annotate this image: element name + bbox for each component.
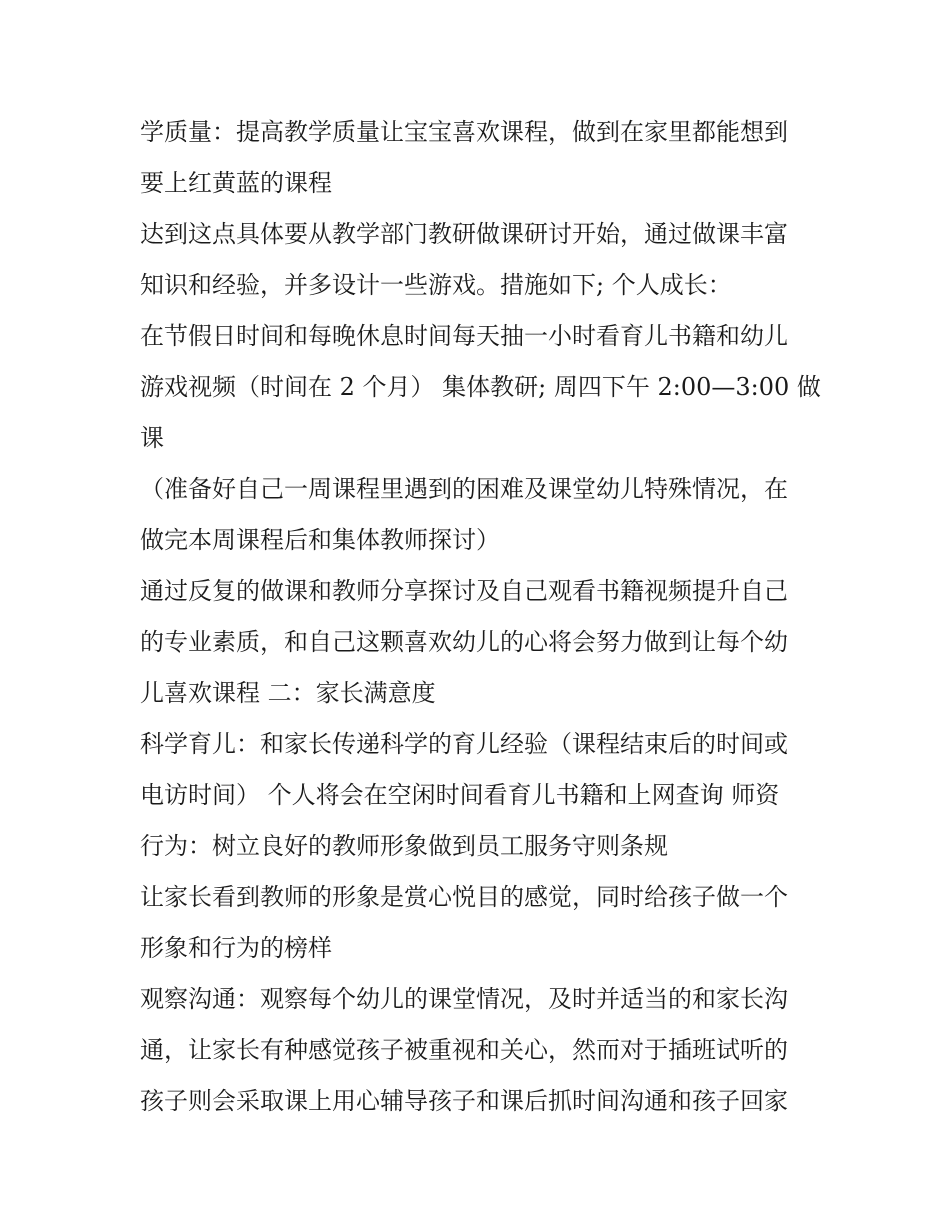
text-line: 达到这点具体要从教学部门教研做课研讨开始，通过做课丰富	[140, 220, 788, 248]
text-line: 通过反复的做课和教师分享探讨及自己观看书籍视频提升自己	[140, 577, 788, 605]
text-line: 做完本周课程后和集体教师探讨）	[140, 526, 500, 554]
text-line: 让家长看到教师的形象是赏心悦目的感觉，同时给孩子做一个	[140, 883, 788, 911]
text-line: 通，让家长有种感觉孩子被重视和关心，然而对于插班试听的	[140, 1036, 788, 1064]
text-line: 科学育儿：和家长传递科学的育儿经验（课程结束后的时间或	[140, 730, 788, 758]
text-line: 观察沟通：观察每个幼儿的课堂情况，及时并适当的和家长沟	[140, 985, 788, 1013]
text-line: 要上红黄蓝的课程	[140, 169, 332, 197]
text-line: 游戏视频（时间在 2 个月） 集体教研; 周四下午 2:00—3:00 做	[140, 373, 821, 401]
text-line: 在节假日时间和每晚休息时间每天抽一小时看育儿书籍和幼儿	[140, 322, 788, 350]
text-line: 儿喜欢课程 二：家长满意度	[140, 679, 436, 707]
text-line: 的专业素质，和自己这颗喜欢幼儿的心将会努力做到让每个幼	[140, 628, 788, 656]
text-line: 知识和经验，并多设计一些游戏。措施如下; 个人成长：	[140, 271, 732, 299]
text-line: 学质量：提高教学质量让宝宝喜欢课程，做到在家里都能想到	[140, 118, 788, 146]
text-line: （准备好自己一周课程里遇到的困难及课堂幼儿特殊情况，在	[140, 475, 788, 503]
text-line: 电访时间） 个人将会在空闲时间看育儿书籍和上网查询 师资	[140, 781, 780, 809]
text-line: 形象和行为的榜样	[140, 934, 332, 962]
text-line: 课	[140, 424, 164, 452]
text-line: 孩子则会采取课上用心辅导孩子和课后抓时间沟通和孩子回家	[140, 1087, 788, 1115]
text-line: 行为：树立良好的教师形象做到员工服务守则条规	[140, 832, 668, 860]
body-text	[140, 107, 830, 1127]
